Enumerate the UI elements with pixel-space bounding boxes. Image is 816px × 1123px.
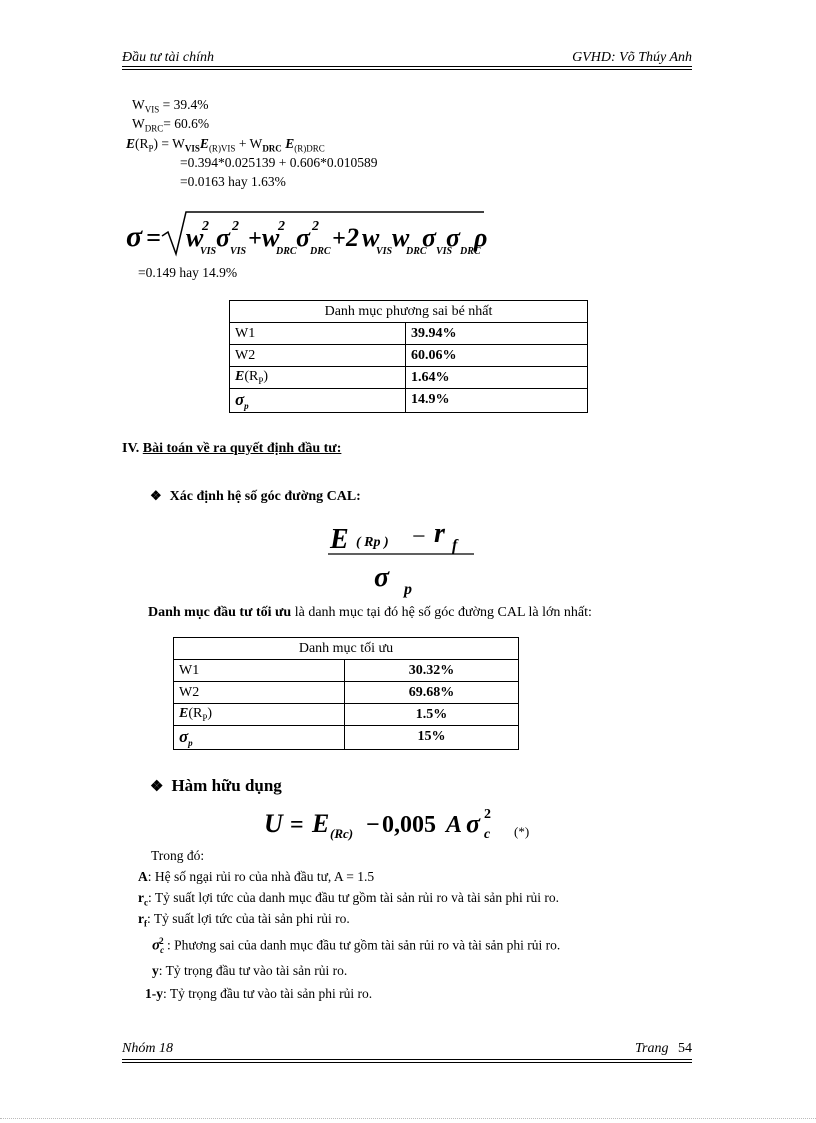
s-drc-sub: DRC bbox=[310, 246, 331, 257]
where-y-text: : Tỷ trọng đầu tư vào tài sản rủi ro. bbox=[158, 963, 348, 978]
w-drc-sub2: DRC bbox=[276, 246, 297, 257]
section-4-number: IV. bbox=[122, 441, 140, 456]
where-a-symbol: A bbox=[138, 869, 148, 884]
w-vis-sub: VIS bbox=[144, 104, 160, 115]
cal-sigma: σ bbox=[374, 562, 390, 593]
optimal-text bbox=[148, 605, 592, 621]
utility-sigma: σ bbox=[466, 809, 481, 838]
w-drc-sq: 2 bbox=[278, 219, 285, 234]
utility-eq: = bbox=[290, 812, 304, 838]
where-a bbox=[138, 869, 374, 885]
utility-e: E bbox=[312, 809, 330, 838]
bullet-utility bbox=[150, 776, 282, 796]
utility-formula bbox=[262, 800, 542, 846]
table-row bbox=[230, 323, 588, 345]
cal-r: r bbox=[434, 518, 445, 549]
where-sigma-c bbox=[152, 936, 560, 955]
er-r: (R bbox=[135, 136, 149, 151]
utility-rc: (Rc) bbox=[330, 826, 354, 841]
w-vis: w bbox=[186, 223, 204, 252]
table2-er-sub: P bbox=[202, 712, 208, 723]
table1-w2-value: 60.06% bbox=[406, 345, 588, 367]
table2-er-value: 1.5% bbox=[345, 704, 519, 726]
sigma-formula bbox=[124, 208, 494, 258]
table2-sigma-value: 15% bbox=[345, 726, 519, 750]
er-rvis: (R)VIS bbox=[208, 143, 236, 154]
cal-e: E bbox=[330, 524, 349, 555]
er-vis: VIS bbox=[184, 143, 200, 154]
table1-er-value: 1.64% bbox=[406, 367, 588, 389]
table1-er-sub: P bbox=[258, 375, 264, 386]
s-drc-sq: 2 bbox=[312, 219, 319, 234]
table2-er-e: E bbox=[179, 706, 189, 722]
table2-title: Danh mục tối ưu bbox=[174, 638, 519, 660]
plus-2: + bbox=[332, 226, 346, 252]
table2-sigma: σ bbox=[179, 727, 189, 746]
eq-symbol: = bbox=[146, 223, 161, 252]
s-vis: σ bbox=[216, 223, 231, 252]
er-p: P bbox=[148, 143, 154, 154]
footer-page-label: Trang bbox=[635, 1041, 669, 1056]
table2-w2-label: W2 bbox=[174, 682, 345, 704]
table-row bbox=[174, 726, 519, 750]
utility-sq: 2 bbox=[484, 807, 491, 822]
table2-w2-value: 69.68% bbox=[345, 682, 519, 704]
utility-a: A bbox=[446, 812, 463, 838]
er-close: ) bbox=[153, 136, 159, 151]
utility-coef: 0,005 bbox=[382, 812, 436, 838]
w-vis-sub2: VIS bbox=[200, 246, 217, 257]
diamond-bullet-icon: ❖ bbox=[150, 488, 162, 503]
cal-p: p bbox=[404, 581, 412, 598]
table2-w1-label: W1 bbox=[174, 660, 345, 682]
optimal-text-bold: Danh mục đầu tư tối ưu bbox=[148, 605, 292, 620]
table2-sigma-label bbox=[174, 726, 345, 750]
table1-w1-value: 39.94% bbox=[406, 323, 588, 345]
where-y bbox=[152, 963, 347, 979]
table-row bbox=[230, 345, 588, 367]
optimal-text-rest: là danh mục tại đó hệ số góc đường CAL là lớn nhất: bbox=[291, 605, 592, 620]
bullet-cal bbox=[150, 488, 361, 505]
where-sc-sup: 2 bbox=[159, 936, 164, 946]
w-drc: w bbox=[262, 223, 280, 252]
er-eq: = W bbox=[161, 136, 185, 151]
where-rf-text: : Tỷ suất lợi tức của tài sản phi rủi ro. bbox=[147, 911, 350, 926]
table-row bbox=[230, 367, 588, 389]
footer-rule-2 bbox=[122, 1062, 692, 1063]
s-vis-2-sub: VIS bbox=[436, 246, 453, 257]
table-row bbox=[174, 704, 519, 726]
table2-sigma-sub: p bbox=[188, 737, 193, 748]
where-sc-symbol: σ bbox=[152, 937, 161, 954]
cal-f: f bbox=[452, 537, 458, 554]
s-vis-2: σ bbox=[422, 223, 437, 252]
w-drc-sub: DRC bbox=[144, 123, 164, 134]
utility-minus: − bbox=[366, 812, 380, 838]
where-rf-sub: f bbox=[144, 918, 147, 929]
where-rf-symbol: r bbox=[138, 911, 144, 926]
er-symbol: E bbox=[126, 136, 136, 151]
table-optimal bbox=[173, 637, 519, 750]
sigma-formula-svg bbox=[124, 208, 494, 260]
w-vis-symbol: W bbox=[132, 97, 145, 112]
er-rdrc: (R)DRC bbox=[294, 143, 325, 154]
where-sc-text: : Phương sai của danh mục đầu tư gồm tài sản rủi ro và tài sản phi rủi ro. bbox=[163, 937, 561, 953]
utility-u: U bbox=[264, 809, 283, 838]
table2-er-r: (R bbox=[188, 706, 203, 722]
utility-c: c bbox=[484, 827, 491, 842]
table2-er-close: ) bbox=[207, 706, 213, 722]
diamond-bullet-icon: ❖ bbox=[150, 779, 164, 795]
er-line bbox=[126, 136, 325, 154]
er-e2: E bbox=[285, 136, 295, 151]
header-rule-2 bbox=[122, 69, 692, 70]
where-intro: Trong đó: bbox=[151, 848, 205, 863]
where-1-y bbox=[145, 986, 372, 1002]
s-drc: σ bbox=[296, 223, 311, 252]
rho: ρ bbox=[474, 223, 488, 252]
table2-er-label bbox=[174, 704, 345, 726]
footer-rule bbox=[122, 1059, 692, 1060]
where-1-y-symbol: 1-y bbox=[145, 986, 163, 1001]
footer-left: Nhóm 18 bbox=[122, 1041, 173, 1056]
s-drc-2: σ bbox=[446, 223, 461, 252]
two: 2 bbox=[346, 223, 359, 252]
utility-formula-svg bbox=[262, 800, 542, 846]
footer-right bbox=[635, 1041, 692, 1057]
section-4-heading bbox=[122, 441, 341, 457]
header-rule bbox=[122, 66, 692, 67]
calc-line-3: =0.394*0.025139 + 0.606*0.010589 bbox=[180, 155, 378, 170]
where-rc bbox=[138, 890, 559, 908]
header-left: Đầu tư tài chính bbox=[122, 50, 215, 65]
table1-er-close: ) bbox=[263, 369, 269, 385]
table1-er-label bbox=[230, 367, 406, 389]
er-plus: + W bbox=[235, 136, 263, 151]
er-drc: DRC bbox=[262, 143, 282, 154]
table1-sigma: σ bbox=[235, 390, 245, 409]
plus-1: + bbox=[248, 226, 262, 252]
cal-formula bbox=[326, 512, 476, 602]
sigma-result: =0.149 hay 14.9% bbox=[138, 265, 238, 280]
cal-minus: − bbox=[412, 524, 426, 550]
table1-er-e: E bbox=[235, 369, 245, 385]
er-e1: E bbox=[199, 136, 209, 151]
table1-w2-label: W2 bbox=[230, 345, 406, 367]
table-min-variance bbox=[229, 300, 588, 413]
where-y-symbol: y bbox=[152, 963, 159, 978]
w-drc-2-sub: DRC bbox=[406, 246, 427, 257]
w-vis-2: w bbox=[362, 223, 380, 252]
w-drc-symbol: W bbox=[132, 116, 145, 131]
where-a-text: : Hệ số ngại rủi ro của nhà đầu tư, A = 1.5 bbox=[147, 869, 375, 884]
cal-formula-svg bbox=[326, 512, 476, 602]
page-number: 54 bbox=[678, 1041, 692, 1056]
bullet-cal-text: Xác định hệ số góc đường CAL: bbox=[169, 489, 361, 504]
table1-w1-label: W1 bbox=[230, 323, 406, 345]
s-drc-2-sub: DRC bbox=[460, 246, 481, 257]
where-rf bbox=[138, 911, 350, 929]
w-vis-sq: 2 bbox=[202, 219, 209, 234]
sigma-symbol: σ bbox=[126, 220, 143, 253]
w-vis-2-sub: VIS bbox=[376, 246, 393, 257]
table1-sigma-value: 14.9% bbox=[406, 389, 588, 413]
w-drc-2: w bbox=[392, 223, 410, 252]
w-drc-line bbox=[132, 116, 209, 134]
table1-sigma-sub: p bbox=[244, 400, 249, 411]
s-vis-sq: 2 bbox=[232, 219, 239, 234]
w-drc-value: = 60.6% bbox=[163, 116, 210, 131]
table-row bbox=[230, 389, 588, 413]
section-4-title: Bài toán về ra quyết định đầu tư: bbox=[142, 441, 342, 456]
where-rc-sub: c bbox=[144, 897, 148, 908]
table1-er-r: (R bbox=[244, 369, 259, 385]
s-vis-sub: VIS bbox=[230, 246, 247, 257]
where-rc-text: : Tỷ suất lợi tức của danh mục đầu tư gồm tài sản rủi ro và tài sản phi rủi ro. bbox=[148, 890, 560, 905]
table1-sigma-label bbox=[230, 389, 406, 413]
table1-title: Danh mục phương sai bé nhất bbox=[230, 301, 588, 323]
w-vis-line bbox=[132, 97, 209, 115]
table2-w1-value: 30.32% bbox=[345, 660, 519, 682]
cal-rp: ( Rp ) bbox=[356, 535, 389, 550]
bullet-utility-text: Hàm hữu dụng bbox=[171, 776, 282, 795]
utility-note: (*) bbox=[514, 824, 530, 839]
calc-line-4: =0.0163 hay 1.63% bbox=[180, 174, 286, 189]
table-row bbox=[174, 660, 519, 682]
where-rc-symbol: r bbox=[138, 890, 144, 905]
page-edge bbox=[0, 1118, 816, 1119]
where-1-y-text: : Tỷ trọng đầu tư vào tài sản phi rủi ro. bbox=[163, 986, 373, 1001]
where-sc-sub: c bbox=[160, 945, 165, 956]
table-row bbox=[174, 682, 519, 704]
header-right: GVHD: Võ Thúy Anh bbox=[572, 50, 692, 65]
w-vis-value: = 39.4% bbox=[162, 97, 209, 112]
